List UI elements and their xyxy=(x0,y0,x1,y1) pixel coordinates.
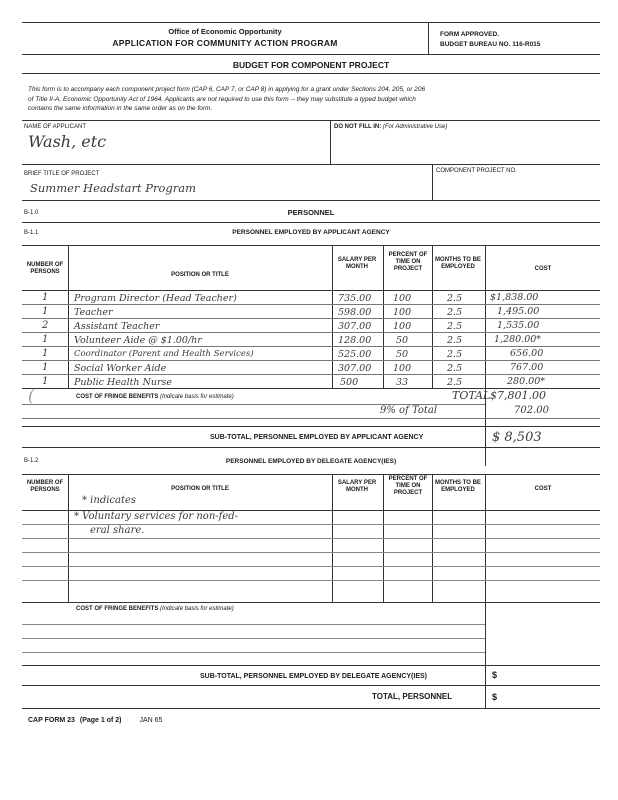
office-name: Office of Economic Opportunity xyxy=(168,27,282,36)
row7-position: Public Health Nurse xyxy=(74,377,173,388)
form-footer: CAP FORM 23 (Page 1 of 2) JAN 65 xyxy=(28,717,163,724)
row3-months: 2.5 xyxy=(447,321,463,332)
row2-position: Teacher xyxy=(74,307,113,318)
row2-months: 2.5 xyxy=(447,307,463,318)
del-col-position: POSITION OR TITLE xyxy=(171,486,229,492)
row3-salary: 307.00 xyxy=(338,321,372,332)
total-personnel-value: $ xyxy=(492,692,498,702)
header-divider xyxy=(428,22,429,54)
row7-months: 2.5 xyxy=(447,377,463,388)
row7-percent: 33 xyxy=(396,377,409,388)
row1-months: 2.5 xyxy=(447,293,463,304)
del-col-salary: SALARY PER MONTH xyxy=(337,480,377,493)
applicant-agency-code: B-1.1 xyxy=(24,230,39,236)
total-value: $7,801.00 xyxy=(490,389,546,402)
row1-percent: 100 xyxy=(393,293,412,304)
note-federal-share: eral share. xyxy=(90,525,145,536)
note-indicates: * indicates xyxy=(82,495,137,506)
row6-cost: 767.00 xyxy=(510,362,544,373)
row1-position: Program Director (Head Teacher) xyxy=(74,293,237,304)
row6-months: 2.5 xyxy=(447,363,463,374)
row6-percent: 100 xyxy=(393,363,412,374)
row7-cost: 280.00* xyxy=(507,376,545,387)
total-personnel-label: TOTAL, PERSONNEL xyxy=(372,692,453,701)
fringe-value: 702.00 xyxy=(514,405,549,416)
application-title: APPLICATION FOR COMMUNITY ACTION PROGRAM xyxy=(112,38,338,48)
margin-mark: ( xyxy=(28,386,35,405)
row4-cost: 1,280.00* xyxy=(494,334,542,345)
col-number: NUMBER OF PERSONS xyxy=(26,262,64,275)
applicant-name[interactable]: Wash, etc xyxy=(28,132,107,151)
row4-salary: 128.00 xyxy=(338,335,372,346)
row3-number: 2 xyxy=(42,320,49,331)
personnel-code: B-1.0 xyxy=(24,210,39,216)
row5-percent: 50 xyxy=(396,349,409,360)
delegate-fringe-label: COST OF FRINGE BENEFITS (Indicate basis for estimate) xyxy=(76,606,234,612)
row5-number: 1 xyxy=(42,348,49,359)
row2-percent: 100 xyxy=(393,307,412,318)
row5-months: 2.5 xyxy=(447,349,463,360)
applicant-agency-title: PERSONNEL EMPLOYED BY APPLICANT AGENCY xyxy=(232,229,390,236)
total-label: TOTAL xyxy=(452,389,491,402)
row4-position: Volunteer Aide @ $1.00/hr xyxy=(74,335,202,346)
row5-salary: 525.00 xyxy=(338,349,372,360)
del-col-percent: PERCENT OF TIME ON PROJECT xyxy=(388,476,428,496)
col-months: MONTHS TO BE EMPLOYED xyxy=(435,257,481,270)
row1-number: 1 xyxy=(42,292,49,303)
row5-cost: 656.00 xyxy=(510,348,544,359)
row2-number: 1 xyxy=(42,306,49,317)
form-approved: FORM APPROVED. xyxy=(440,31,499,38)
col-salary: SALARY PER MONTH xyxy=(337,257,377,270)
row4-percent: 50 xyxy=(396,335,409,346)
del-col-months: MONTHS TO BE EMPLOYED xyxy=(435,480,481,493)
top-border xyxy=(22,22,600,23)
row4-number: 1 xyxy=(42,334,49,345)
del-col-number: NUMBER OF PERSONS xyxy=(26,480,64,493)
row2-cost: 1,495.00 xyxy=(497,306,540,317)
applicant-label: NAME OF APPLICANT xyxy=(24,124,87,130)
row5-position: Coordinator (Parent and Health Services) xyxy=(74,349,254,359)
row3-position: Assistant Teacher xyxy=(74,321,160,332)
row7-salary: 500 xyxy=(340,377,359,388)
applicant-subtotal-label: SUB-TOTAL, PERSONNEL EMPLOYED BY APPLICANT AGENCY xyxy=(210,434,424,441)
delegate-agency-title: PERSONNEL EMPLOYED BY DELEGATE AGENCY(IES) xyxy=(225,458,397,465)
row1-cost: $1,838.00 xyxy=(490,292,539,303)
row6-position: Social Worker Aide xyxy=(74,363,167,374)
project-title-label: BRIEF TITLE OF PROJECT xyxy=(24,171,100,177)
instructions: This form is to accompany each component project form (CAP 6, CAP 7, or CAP 8) in applying for a grant under Sections 204, 205, or 206 of Title II-A, Economic Opportunity Act of 1964. Applicants are not required to use this form -- they may substitute a typed budget which contains the same information in the same order as on the form. xyxy=(28,86,426,112)
delegate-agency-code: B-1.2 xyxy=(24,458,39,464)
admin-use-label: DO NOT FILL IN: (For Administrative Use) xyxy=(334,124,448,130)
applicant-fringe-label: COST OF FRINGE BENEFITS (Indicate basis for estimate) xyxy=(76,394,234,400)
row3-percent: 100 xyxy=(393,321,412,332)
col-position: POSITION OR TITLE xyxy=(171,272,229,278)
row2-salary: 598.00 xyxy=(338,307,372,318)
col-percent: PERCENT OF TIME ON PROJECT xyxy=(388,252,428,272)
delegate-subtotal-label: SUB-TOTAL, PERSONNEL EMPLOYED BY DELEGATE AGENCY(IES) xyxy=(200,673,428,680)
budget-bureau-number: BUDGET BUREAU NO. 116-R015 xyxy=(440,41,541,48)
fringe-basis: 9% of Total xyxy=(380,405,438,416)
col-cost: COST xyxy=(534,266,552,272)
delegate-table-body xyxy=(22,510,600,602)
row6-salary: 307.00 xyxy=(338,363,372,374)
row7-number: 1 xyxy=(42,376,49,387)
delegate-subtotal-value: $ xyxy=(492,670,498,680)
applicant-subtotal-value: $ 8,503 xyxy=(492,430,542,445)
note-voluntary: * Voluntary services for non-fed- xyxy=(74,511,239,522)
project-title[interactable]: Summer Headstart Program xyxy=(30,181,197,195)
row6-number: 1 xyxy=(42,362,49,373)
del-col-cost: COST xyxy=(534,486,552,492)
personnel-heading: PERSONNEL xyxy=(287,208,335,217)
form-title: BUDGET FOR COMPONENT PROJECT xyxy=(232,60,390,70)
row4-months: 2.5 xyxy=(447,335,463,346)
component-project-label: COMPONENT PROJECT NO. xyxy=(436,168,517,174)
row3-cost: 1,535.00 xyxy=(497,320,540,331)
row1-salary: 735.00 xyxy=(338,293,372,304)
